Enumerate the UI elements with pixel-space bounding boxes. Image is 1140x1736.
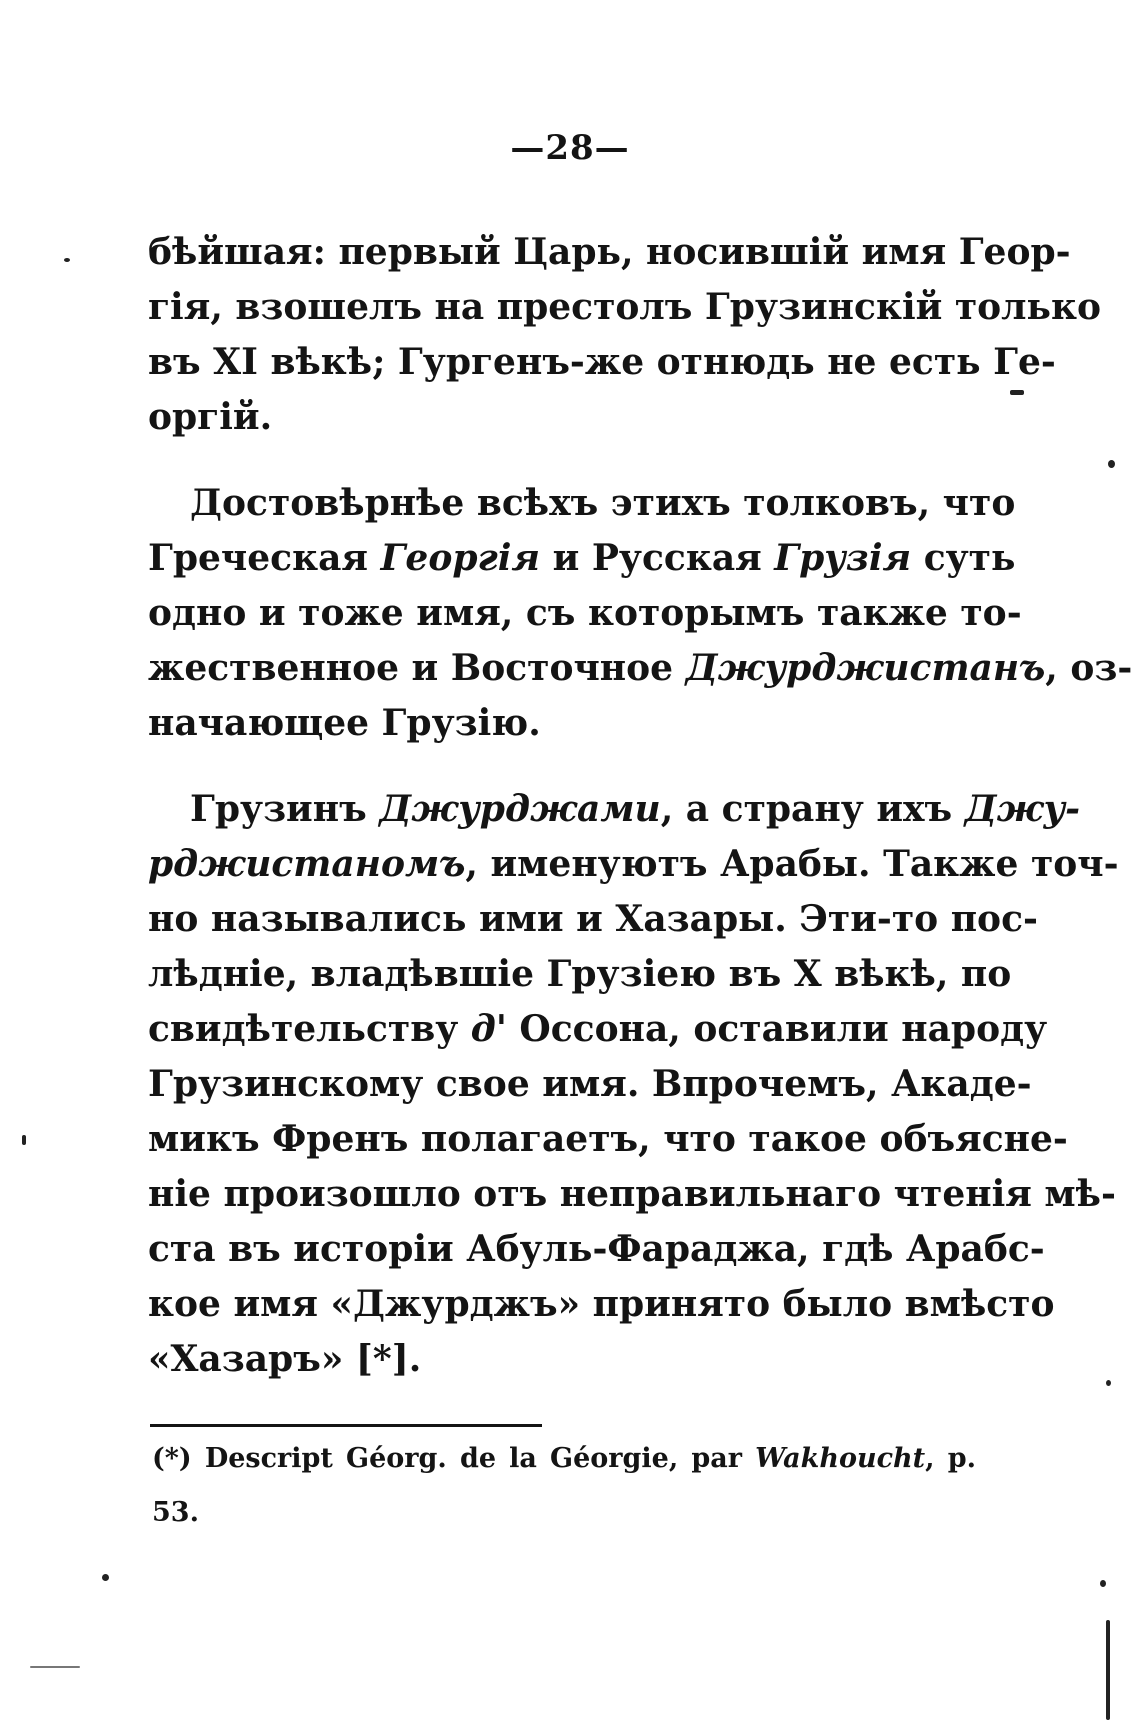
- scan-speck: [1108, 460, 1115, 468]
- footnote: [152, 1432, 976, 1540]
- text-line: свидѣтельству д' Оссона, оставили народу: [148, 1008, 1048, 1050]
- text-line: кое имя «Джурджъ» принято было вмѣсто: [148, 1283, 1055, 1325]
- text-line: Грузинъ Джурджами, а страну ихъ Джу-: [190, 788, 1081, 830]
- text-line: микъ Френъ полагаетъ, что такое объясне-: [148, 1118, 1068, 1160]
- text-line: «Хазаръ» [*].: [148, 1338, 422, 1380]
- text-line: одно и тоже имя, съ которымъ также то-: [148, 592, 1022, 634]
- footnote-line: 53.: [152, 1497, 199, 1528]
- text-line: ніе произошло отъ неправильнаго чтенія мѣ-: [148, 1173, 1116, 1215]
- text-line: начающее Грузію.: [148, 702, 541, 744]
- text-line: но назывались ими и Хазары. Эти-то пос-: [148, 898, 1038, 940]
- scan-speck: [1106, 1620, 1110, 1720]
- scan-speck: [1106, 1380, 1111, 1386]
- footnote-line: (*) Descript Géorg. de la Géorgie, par Wakhoucht, p.: [152, 1443, 976, 1474]
- scan-speck: [22, 1135, 26, 1145]
- scan-speck: [102, 1574, 109, 1581]
- text-line: ста въ исторіи Абуль-Фараджа, гдѣ Арабс-: [148, 1228, 1045, 1270]
- text-line: жественное и Восточное Джурджистанъ, оз-: [148, 647, 1133, 689]
- text-line: лѣдніе, владѣвшіе Грузіею въ X вѣкѣ, по: [148, 953, 1012, 995]
- text-line: рджистаномъ, именуютъ Арабы. Также точ-: [148, 843, 1119, 885]
- text-line: Грузинскому свое имя. Впрочемъ, Акаде-: [148, 1063, 1032, 1105]
- text-line: оргій.: [148, 396, 273, 438]
- text-line: Греческая Георгія и Русская Грузія суть: [148, 537, 1016, 579]
- text-line: въ XI вѣкѣ; Гургенъ-же отнюдь не есть Ге-: [148, 341, 1056, 383]
- scan-speck: [30, 1666, 80, 1668]
- scan-speck: [1100, 1580, 1106, 1587]
- text-line: Достовѣрнѣе всѣхъ этихъ толковъ, что: [190, 482, 1016, 524]
- page-number: —28—: [510, 128, 630, 168]
- text-line: бѣйшая: первый Царь, носившій имя Геор-: [148, 231, 1071, 273]
- paragraph-1: [148, 225, 1101, 445]
- scan-speck: [64, 258, 70, 262]
- footnote-rule: [150, 1424, 542, 1427]
- scan-speck: [1010, 390, 1024, 395]
- text-line: гія, взошелъ на престолъ Грузинскій только: [148, 286, 1101, 328]
- paragraph-3: [148, 782, 1119, 1387]
- paragraph-2: [148, 476, 1133, 751]
